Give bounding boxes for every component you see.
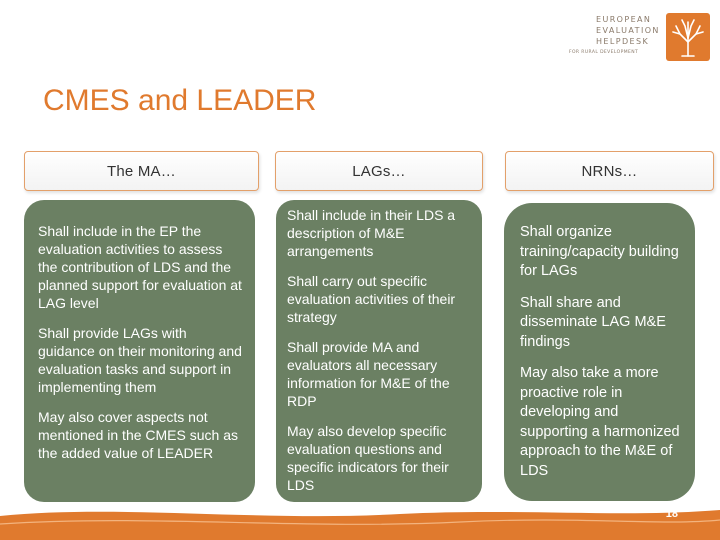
list-item: Shall share and disseminate LAG M&E findings [520,294,666,350]
list-item: Shall include in their LDS a description of M&E arrangements [287,207,456,259]
column-header-ma: The MA… [24,151,259,191]
logo-line-3: HELPDESK [596,37,650,46]
column-header-lags: LAGs… [275,151,483,191]
lags-panel [276,200,482,502]
list-item: Shall include in the EP the evaluation activities to assess the contribution of LDS and the planned support for evaluation at LAG level [38,223,242,311]
page-number: 18 [665,508,678,520]
list-item: Shall provide MA and evaluators all necessary information for M&E of the RDP [287,339,450,409]
tree-icon [665,12,711,62]
list-item: Shall provide LAGs with guidance on their monitoring and evaluation tasks and support in implementing them [38,325,242,395]
column-header-nrns: NRNs… [505,151,714,191]
list-item: Shall carry out specific evaluation activities of their strategy [287,273,456,325]
list-item: May also take a more proactive role in developing and supporting a harmonized approach to the M&E of LDS [520,365,680,479]
nrns-panel [504,203,695,501]
slide-title: CMES and LEADER [43,84,317,117]
footer-band [0,500,720,540]
european-evaluation-helpdesk-logo [565,8,715,70]
logo-line-1: EUROPEAN [596,15,652,24]
logo-line-2: EVALUATION [596,26,660,35]
list-item: May also develop specific evaluation questions and specific indicators for their LDS [287,423,449,493]
logo-subtitle: FOR RURAL DEVELOPMENT [569,50,639,55]
ma-panel [24,200,255,502]
logo-wordmark [596,14,660,47]
list-item: May also cover aspects not mentioned in the CMES such as the added value of LEADER [38,409,238,461]
list-item: Shall organize training/capacity building for LAGs [520,224,679,279]
